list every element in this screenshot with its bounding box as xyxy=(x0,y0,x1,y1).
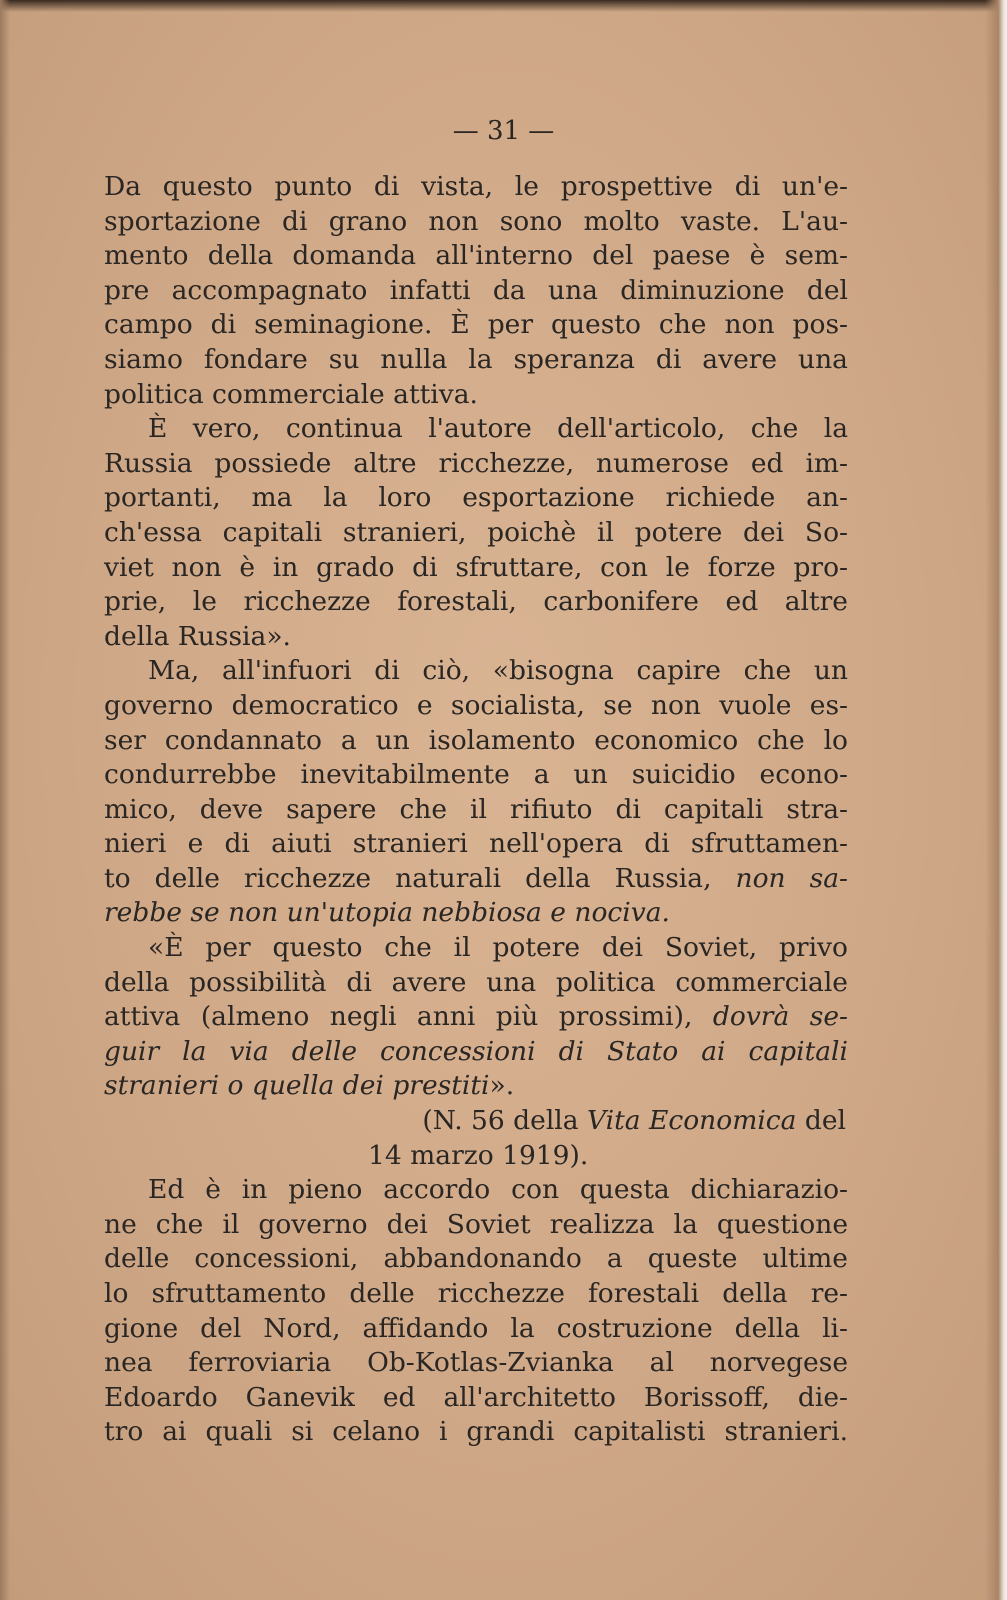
italic-text-run: rebbe se non un'utopia nebbiosa e nociva. xyxy=(104,897,670,929)
text-line xyxy=(104,1346,848,1381)
text-line xyxy=(104,516,848,551)
text-run: portanti, ma la loro esportazione richiede an- xyxy=(104,482,848,514)
text-line xyxy=(104,1000,848,1035)
italic-text-run: dovrà se- xyxy=(712,1001,848,1033)
text-line xyxy=(104,896,848,931)
text-line xyxy=(104,1381,848,1416)
text-line xyxy=(104,378,848,413)
text-line xyxy=(104,1173,848,1208)
text-run: Russia possiede altre ricchezze, numerose ed im- xyxy=(104,447,848,479)
text-run: Edoardo Ganevik ed all'architetto Borissoff, die- xyxy=(104,1381,848,1413)
text-line xyxy=(104,447,848,482)
text-run: Ed è in pieno accordo con questa dichiarazio- xyxy=(148,1174,848,1206)
text-line xyxy=(104,931,848,966)
text-line xyxy=(104,239,848,274)
right-page-edge xyxy=(985,0,1007,1600)
left-page-edge xyxy=(0,0,10,1600)
text-run: sportazione di grano non sono molto vaste. L'au- xyxy=(104,205,848,237)
text-line xyxy=(104,689,848,724)
text-run: della Russia». xyxy=(104,620,291,652)
text-line xyxy=(104,1208,848,1243)
text-run: (N. 56 della xyxy=(422,1105,588,1137)
text-run: È vero, continua l'autore dell'articolo, che la xyxy=(148,413,848,445)
text-run: ne che il governo dei Soviet realizza la questione xyxy=(104,1208,848,1240)
text-line xyxy=(104,274,848,309)
text-run: mico, deve sapere che il rifiuto di capitali stra- xyxy=(104,793,848,825)
text-run: attiva (almeno negli anni più prossimi), xyxy=(104,1001,713,1033)
text-run: gione del Nord, affidando la costruzione della li- xyxy=(104,1312,848,1344)
text-run: «È per questo che il potere dei Soviet, privo xyxy=(148,932,848,964)
body-text xyxy=(104,170,848,1450)
text-run: mento della domanda all'interno del paese è sem- xyxy=(104,240,848,272)
text-run: ch'essa capitali stranieri, poichè il potere dei So- xyxy=(104,516,848,548)
text-line xyxy=(104,724,848,759)
text-line xyxy=(104,481,848,516)
text-line xyxy=(104,1069,848,1104)
text-run: campo di seminagione. È per questo che non pos- xyxy=(104,309,848,341)
text-line xyxy=(104,551,848,586)
text-run: Da questo punto di vista, le prospettive di un'e- xyxy=(104,171,848,202)
text-run: del xyxy=(796,1105,846,1137)
text-line xyxy=(104,1139,848,1174)
text-run: condurrebbe inevitabilmente a un suicidio econo- xyxy=(104,759,848,791)
text-line xyxy=(104,412,848,447)
page-number: — 31 — xyxy=(452,116,555,146)
text-run: Ma, all'infuori di ciò, «bisogna capire che un xyxy=(148,655,848,687)
text-run: politica commerciale attiva. xyxy=(104,378,478,410)
text-line xyxy=(104,827,848,862)
text-run: tro ai quali si celano i grandi capitalisti stranieri. xyxy=(104,1416,848,1448)
italic-text-run: Vita Economica xyxy=(587,1105,797,1137)
text-line xyxy=(104,620,848,655)
text-run: 14 marzo 1919). xyxy=(368,1139,589,1171)
italic-text-run: stranieri o quella dei prestiti xyxy=(104,1070,490,1102)
text-run: governo democratico e socialista, se non vuole es- xyxy=(104,689,848,721)
text-line xyxy=(104,1415,848,1450)
top-page-shadow xyxy=(0,0,1007,12)
text-line xyxy=(104,1242,848,1277)
text-line xyxy=(104,585,848,620)
text-line xyxy=(104,1104,848,1139)
text-run: della possibilità di avere una politica commerciale xyxy=(104,966,848,998)
text-line xyxy=(104,758,848,793)
text-line xyxy=(104,205,848,240)
text-line xyxy=(104,793,848,828)
text-run: lo sfruttamento delle ricchezze forestali della re- xyxy=(104,1278,848,1309)
text-line xyxy=(104,170,848,205)
italic-text-run: guir la via delle concessioni di Stato ai capitali xyxy=(104,1035,848,1067)
text-run: to delle ricchezze naturali della Russia, xyxy=(104,862,736,894)
text-line xyxy=(104,308,848,343)
text-line xyxy=(104,343,848,378)
text-run: nieri e di aiuti stranieri nell'opera di sfruttamen- xyxy=(104,828,848,860)
text-line xyxy=(104,862,848,897)
text-run: prie, le ricchezze forestali, carbonifere ed altre xyxy=(104,586,848,618)
text-run: pre accompagnato infatti da una diminuzione del xyxy=(104,274,848,306)
text-run: siamo fondare su nulla la speranza di avere una xyxy=(104,343,848,375)
text-run: ». xyxy=(489,1070,515,1102)
text-run: ser condannato a un isolamento economico che lo xyxy=(104,724,848,756)
italic-text-run: non sa- xyxy=(735,862,848,894)
text-line xyxy=(104,1277,848,1312)
text-run: delle concessioni, abbandonando a queste ultime xyxy=(104,1243,848,1275)
text-run: nea ferroviaria Ob-Kotlas-Zvianka al norvegese xyxy=(104,1347,848,1379)
text-run: viet non è in grado di sfruttare, con le forze pro- xyxy=(104,551,848,583)
text-line xyxy=(104,1035,848,1070)
text-line xyxy=(104,966,848,1001)
text-line xyxy=(104,654,848,689)
text-line xyxy=(104,1312,848,1347)
